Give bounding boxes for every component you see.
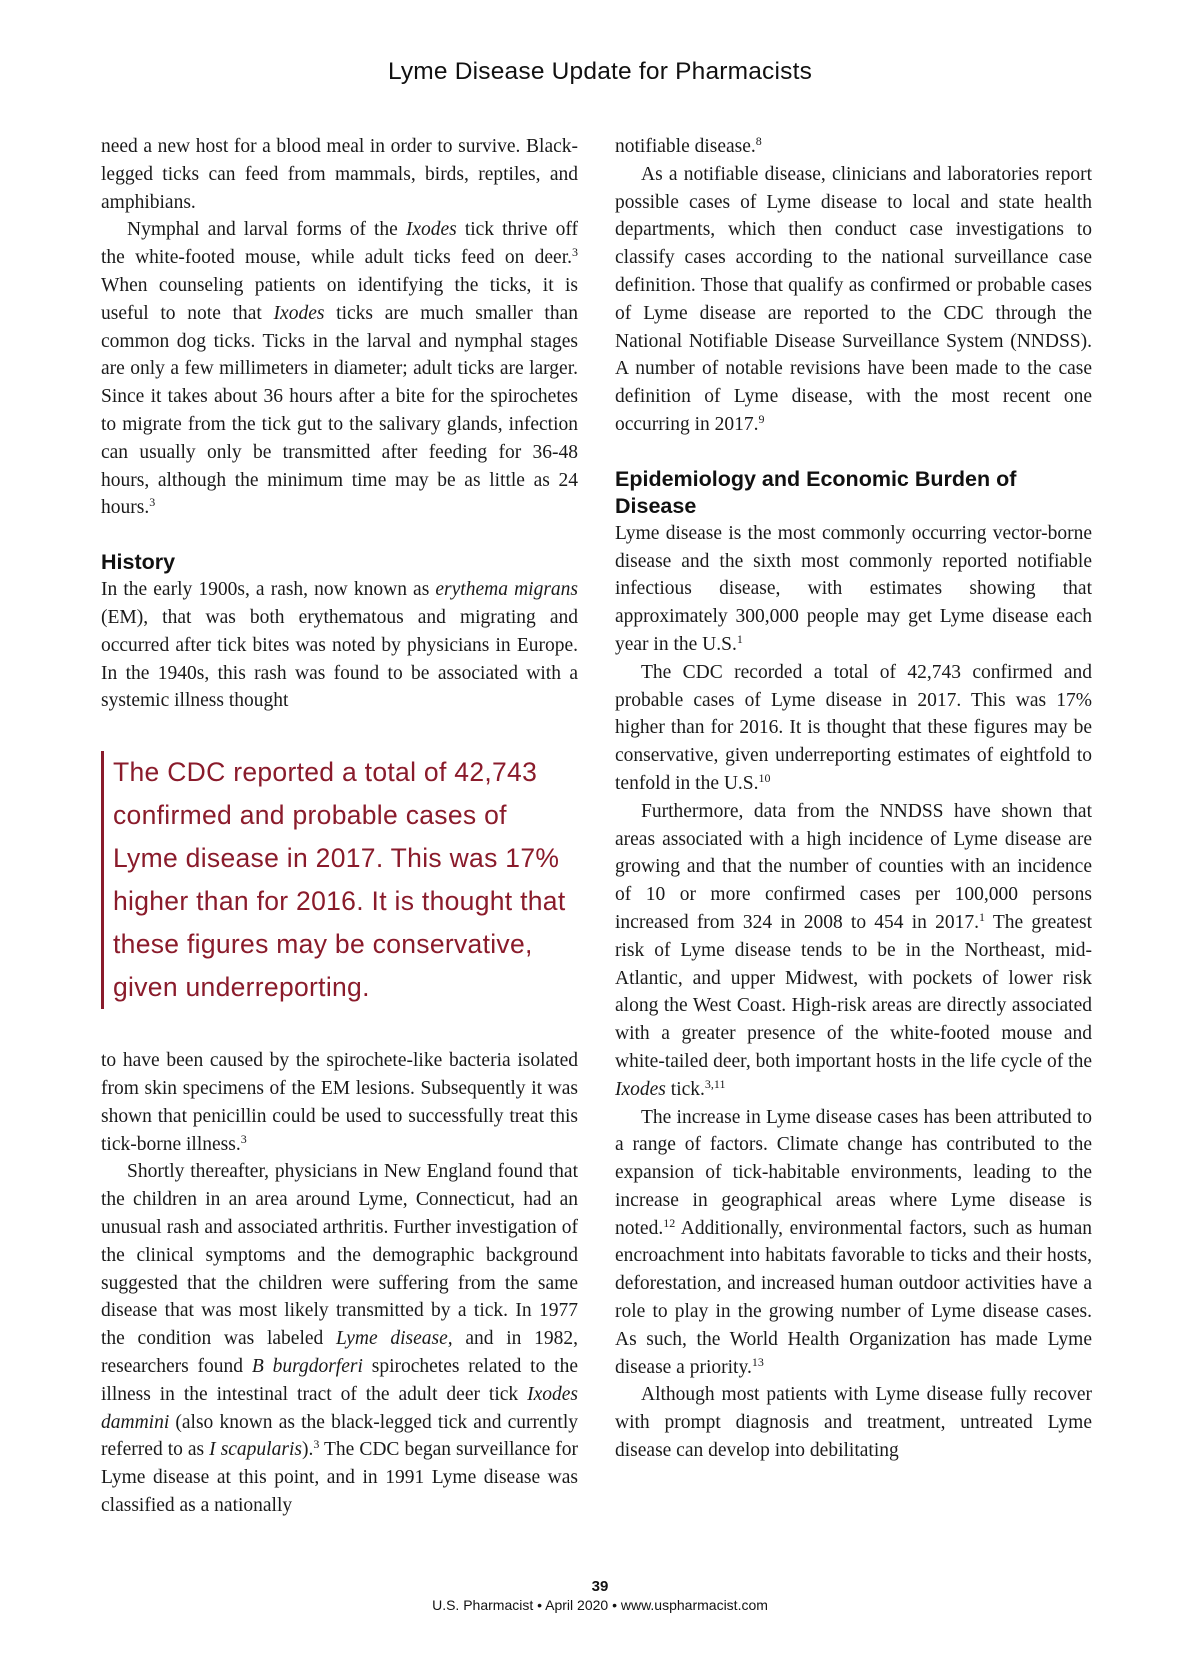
paragraph: Lyme disease is the most commonly occurring vector-borne disease and the sixth most commonly reported notifiable infectious disease, with estimates showing that approximately 300,000 people may get Lyme disease each year in the U.S.$^1$: [615, 522, 1092, 655]
page-footer: [0, 1577, 1200, 1615]
left-column: [101, 133, 578, 1520]
paragraph: The CDC recorded a total of 42,743 confirmed and probable cases of Lyme disease in 2017. This was 17% higher than for 2016. It is thought that these figures may be conservative, given underreporting estimates of eightfold to tenfold in the U.S.$^{10}$: [615, 661, 1092, 794]
paragraph: notifiable disease.$^8$: [615, 134, 762, 157]
paragraph: Furthermore, data from the NNDSS have shown that areas associated with a high incidence of Lyme disease are growing and that the number of counties with an incidence of 10 or more confirmed cases per 100,000 persons increased from 324 in 2008 to 454 in 2017.$^1$ The greatest risk of Lyme disease tends to be in the Northeast, mid-Atlantic, and upper Midwest, with pockets of lower risk along the West Coast. High-risk areas are directly associated with a greater presence of the white-footed mouse and white-tailed deer, both important hosts in the life cycle of the Ixodes tick.$^{3,11}$: [615, 800, 1092, 1100]
right-column: [615, 133, 1092, 1465]
paragraph: Although most patients with Lyme disease fully recover with prompt diagnosis and treatment, untreated Lyme disease can develop into debilitating: [615, 1384, 1092, 1462]
section-heading-history: History: [101, 550, 176, 575]
publication-line: U.S. Pharmacist • April 2020 • www.uspharmacist.com: [432, 1597, 768, 1613]
paragraph: In the early 1900s, a rash, now known as erythema migrans (EM), that was both erythematous and migrating and occurred after tick bites was noted by physicians in Europe. In the 1940s, this rash was found to be associated with a systemic illness thought: [101, 579, 578, 712]
paragraph: The increase in Lyme disease cases has been attributed to a range of factors. Climate change has contributed to the expansion of tick-habitable environments, leading to the increase in geographical areas where Lyme disease is noted.$^{12}$ Additionally, environmental factors, such as human encroachment into habitats favorable to ticks and their hosts, deforestation, and increased human outdoor activities have a role to play in the growing number of Lyme disease cases. As such, the World Health Organization has made Lyme disease a priority.$^{13}$: [615, 1106, 1092, 1378]
paragraph: Shortly thereafter, physicians in New England found that the children in an area around Lyme, Connecticut, had an unusual rash and associated arthritis. Further investigation of the clinical symptoms and the demographic background suggested that the children were suffering from the same disease that was most likely transmitted by a tick. In 1977 the condition was labeled Lyme disease, and in 1982, researchers found B burgdorferi spirochetes related to the illness in the intestinal tract of the adult deer tick Ixodes dammini (also known as the black-legged tick and currently referred to as I scapularis).$^3$ The CDC began surveillance for Lyme disease at this point, and in 1991 Lyme disease was classified as a nationally: [101, 1161, 579, 1516]
page-number: 39: [591, 1578, 609, 1595]
paragraph: As a notifiable disease, clinicians and laboratories report possible cases of Lyme disease to local and state health departments, which then conduct case investigations to classify cases according to the national surveillance case definition. Those that qualify as confirmed or probable cases of Lyme disease are reported to the CDC through the National Notifiable Disease Surveillance System (NNDSS). A number of notable revisions have been made to the case definition of Lyme disease, with the most recent one occurring in 2017.$^9$: [615, 163, 1092, 435]
paragraph: to have been caused by the spirochete-like bacteria isolated from skin specimens of the EM lesions. Subsequently it was shown that penicillin could be used to successfully treat this tick-borne illness.$^3$: [101, 1050, 578, 1155]
pull-quote-text: The CDC reported a total of 42,743 confirmed and probable cases of Lyme disease in 2017. This was 17% higher than for 2016. It is thought that these figures may be conservative, given underreporting.: [113, 757, 566, 1003]
running-head-title: Lyme Disease Update for Pharmacists: [387, 58, 813, 85]
paragraph: need a new host for a blood meal in order to survive. Black-legged ticks can feed from mammals, birds, reptiles, and amphibians.: [101, 136, 578, 213]
pull-quote: [101, 751, 578, 1009]
section-heading-epidemiology: Epidemiology and Economic Burden of Disease: [615, 466, 1017, 518]
paragraph: Nymphal and larval forms of the Ixodes tick thrive off the white-footed mouse, while adult ticks feed on deer.$^3$ When counseling patients on identifying the ticks, it is useful to note that Ixodes ticks are much smaller than common dog ticks. Ticks in the larval and nymphal stages are only a few millimeters in diameter; adult ticks are larger. Since it takes about 36 hours after a bite for the spirochetes to migrate from the tick gut to the salivary glands, infection can usually only be transmitted after feeding for 36-48 hours, although the minimum time may be as little as 24 hours.$^3$: [101, 219, 578, 519]
